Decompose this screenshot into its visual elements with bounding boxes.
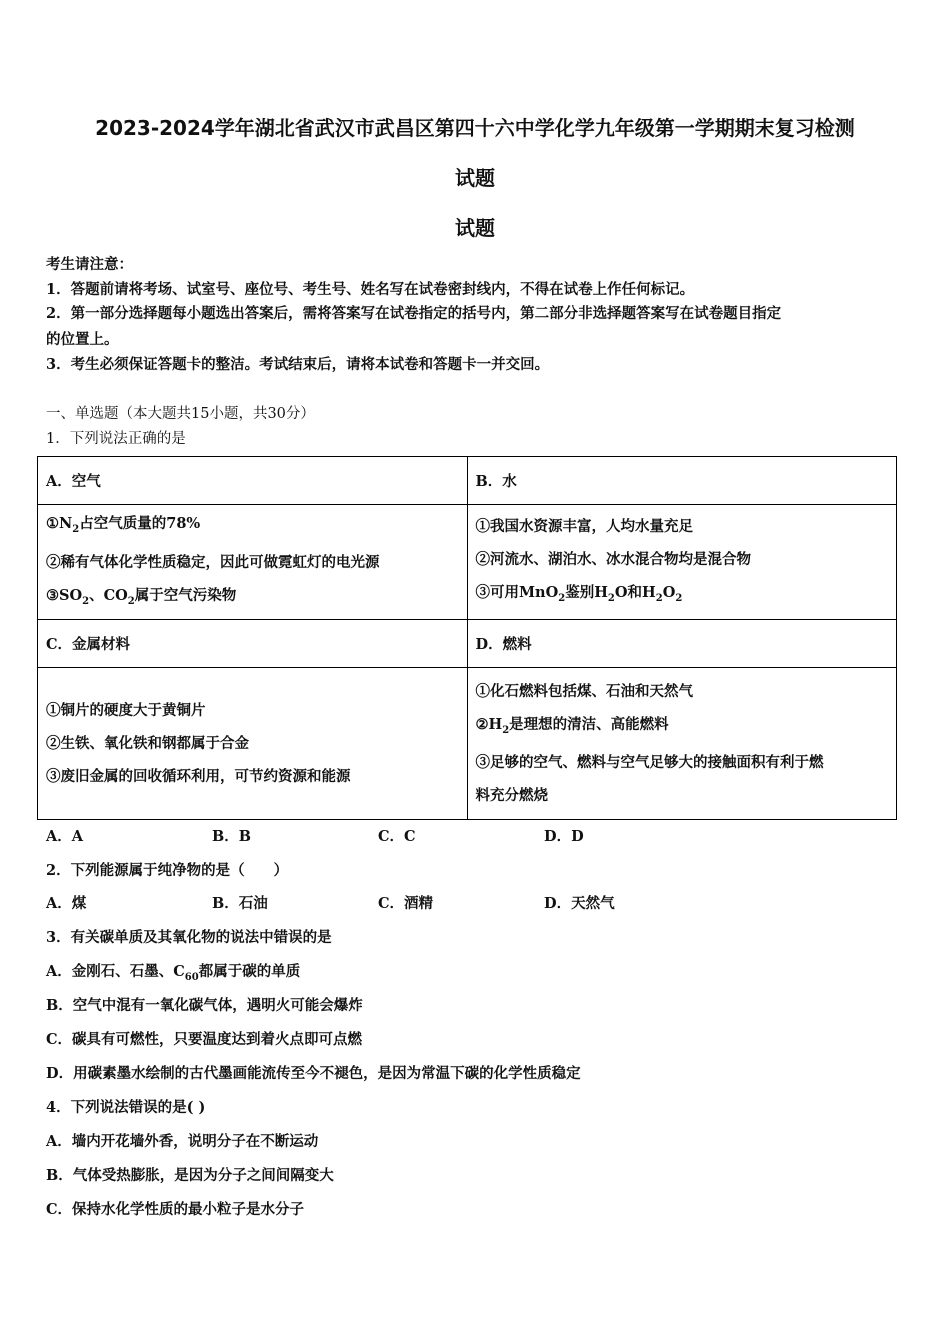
q2-option-c[interactable]: C．酒精 (378, 895, 434, 912)
q1-table (37, 456, 897, 820)
notice-item-1: 1．答题前请将考场、试室号、座位号、考生号、姓名写在试卷密封线内，不得在试卷上作任何标记。 (46, 281, 695, 298)
q2-option-a[interactable]: A．煤 (46, 895, 87, 912)
q4-option-a[interactable]: A．墙内开花墙外香，说明分子在不断运动 (46, 1133, 319, 1150)
q1-c-item-1: ①铜片的硬度大于黄铜片 (46, 702, 206, 719)
q1-cell-a-head: A．空气 (38, 457, 468, 505)
q1-cell-b-body (467, 505, 897, 620)
q1-d-item-1: ①化石燃料包括煤、石油和天然气 (475, 682, 693, 700)
q1-b-item-2: ②河流水、湖泊水、冰水混合物均是混合物 (475, 550, 751, 568)
q1-cell-d-head: D．燃料 (467, 620, 897, 668)
q1-d-item-3-cont: 料充分燃烧 (475, 787, 548, 805)
q1-a-item-2: ②稀有气体化学性质稳定，因此可做霓虹灯的电光源 (46, 553, 380, 571)
q1-b-item-3: ③可用MnO$_2$鉴别$H_2O$和$H_2O_2$ (475, 583, 683, 604)
q1-d-item-3: ③足够的空气、燃料与空气足够大的接触面积有利于燃 (475, 754, 824, 772)
q1-option-a[interactable]: A．A (46, 828, 84, 845)
q1-options (46, 825, 710, 846)
q1-cell-b-head: B．水 (467, 457, 897, 505)
q1-a-item-3: $③SO_2$、$CO_2$属于空气污染物 (46, 586, 237, 607)
title-line-1: 2023-2024学年湖北省武汉市武昌区第四十六中学化学九年级第一学期期末复习检测 (95, 116, 855, 140)
q1-b-item-1: ①我国水资源丰富，人均水量充足 (475, 517, 693, 535)
q1-c-item-2: ②生铁、氧化铁和钢都属于合金 (46, 735, 249, 752)
notice-item-2-cont: 的位置上。 (46, 331, 119, 348)
notice-item-3: 3．考生必须保证答题卡的整洁。考试结束后，请将本试卷和答题卡一并交回。 (46, 356, 550, 373)
q3-option-a[interactable]: A．金刚石、石墨、$C_{60}$都属于碳的单质 (46, 963, 301, 983)
notice-item-2: 2．第一部分选择题每小题选出答案后，需将答案写在试卷指定的括号内，第二部分非选择题答案写在试卷题目指定 (46, 305, 782, 322)
q1-option-b[interactable]: B．B (212, 828, 252, 845)
section-heading: 一、单选题（本大题共15小题，共30分） (46, 406, 315, 422)
q1-stem: 1．下列说法正确的是 (46, 431, 186, 447)
q2-options (46, 892, 710, 913)
q3-option-d[interactable]: D．用碳素墨水绘制的古代墨画能流传至今不褪色，是因为常温下碳的化学性质稳定 (46, 1065, 581, 1082)
q1-c-item-3: ③废旧金属的回收循环利用，可节约资源和能源 (46, 768, 351, 785)
q1-a-item-1: $①N_2$占空气质量的78% (46, 514, 201, 535)
q1-option-d[interactable]: D．D (544, 828, 584, 845)
q1-cell-c-head: C．金属材料 (38, 620, 468, 668)
notice-heading: 考生请注意： (46, 256, 133, 273)
q4-option-c[interactable]: C．保持水化学性质的最小粒子是水分子 (46, 1201, 305, 1218)
q3-stem: 3．有关碳单质及其氧化物的说法中错误的是 (46, 929, 332, 946)
title-line-2: 试题 (455, 166, 495, 190)
q2-option-d[interactable]: D．天然气 (544, 895, 615, 912)
q1-cell-c-body (38, 668, 468, 820)
q2-stem: 2．下列能源属于纯净物的是（ ） (46, 862, 289, 879)
q1-option-c[interactable]: C．C (378, 828, 416, 845)
q3-option-c[interactable]: C．碳具有可燃性，只要温度达到着火点即可点燃 (46, 1031, 363, 1048)
q3-option-b[interactable]: B．空气中混有一氧化碳气体，遇明火可能会爆炸 (46, 997, 363, 1014)
q1-d-item-2: $②H_2$是理想的清洁、高能燃料 (475, 715, 669, 736)
q1-cell-d-body (467, 668, 897, 820)
q4-stem: 4．下列说法错误的是( ) (46, 1099, 206, 1116)
title-line-3: 试题 (455, 216, 495, 240)
q4-option-b[interactable]: B．气体受热膨胀，是因为分子之间间隔变大 (46, 1167, 334, 1184)
q1-cell-a-body (38, 505, 468, 620)
q2-option-b[interactable]: B．石油 (212, 895, 268, 912)
